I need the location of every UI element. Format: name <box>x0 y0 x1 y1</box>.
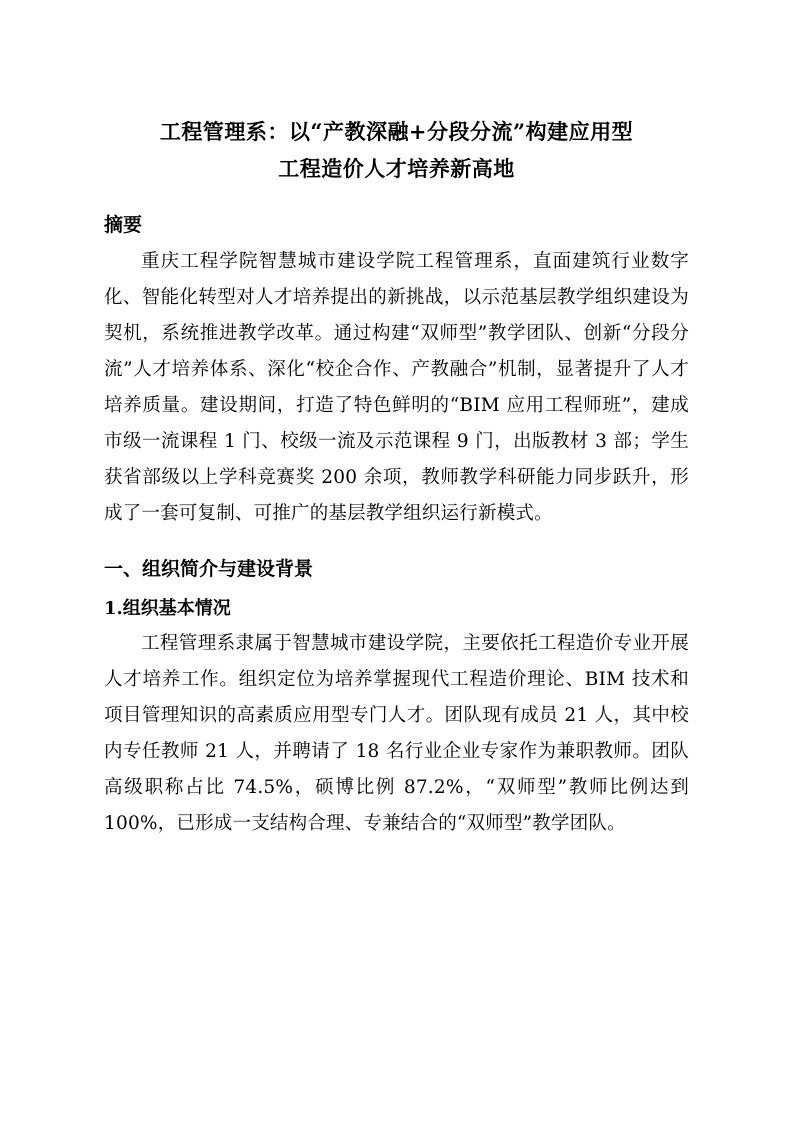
abstract-heading: 摘要 <box>104 213 143 236</box>
page-title-line-2: 工程造价人才培养新高地 <box>278 155 515 181</box>
abstract-paragraph: 重庆工程学院智慧城市建设学院工程管理系，直面建筑行业数字化、智能化转型对人才培养提出的新挑战，以示范基层教学组织建设为契机，系统推进教学改革。通过构建“双师型”教学团队、创新“分段分流”人才培养体系、深化“校企合作、产教融合”机制，显著提升了人才培养质量。建设期间，打造了特色鲜明的“BIM 应用工程师班”，建成市级一流课程 1 门、校级一流及示范课程 9 门，出版教材 3 部；学生获省部级以上学科竞赛奖 200 余项，教师教学科研能力同步跃升，形成了一套可复制、可推广的基层教学组织运行新模式。 <box>104 250 689 525</box>
page-title-line-1: 工程管理系：以“产教深融+分段分流”构建应用型 <box>159 119 634 144</box>
subsection-one-heading: 1.组织基本情况 <box>104 597 231 619</box>
subsection-one-paragraph: 工程管理系隶属于智慧城市建设学院，主要依托工程造价专业开展人才培养工作。组织定位为培养掌握现代工程造价理论、BIM 技术和项目管理知识的高素质应用型专门人才。团队现有成员 21 人，其中校内专任教师 21 人，并聘请了 18 名行业企业专家作为兼职教师。团队高级职称占比 74.5%，硕博比例 87.2%，“双师型”教师比例达到 100%，已形成一支结构合理、专兼结合的“双师型”教学团队。 <box>104 632 689 834</box>
page-title <box>104 114 689 188</box>
section-one-heading: 一、组织简介与建设背景 <box>104 558 314 581</box>
